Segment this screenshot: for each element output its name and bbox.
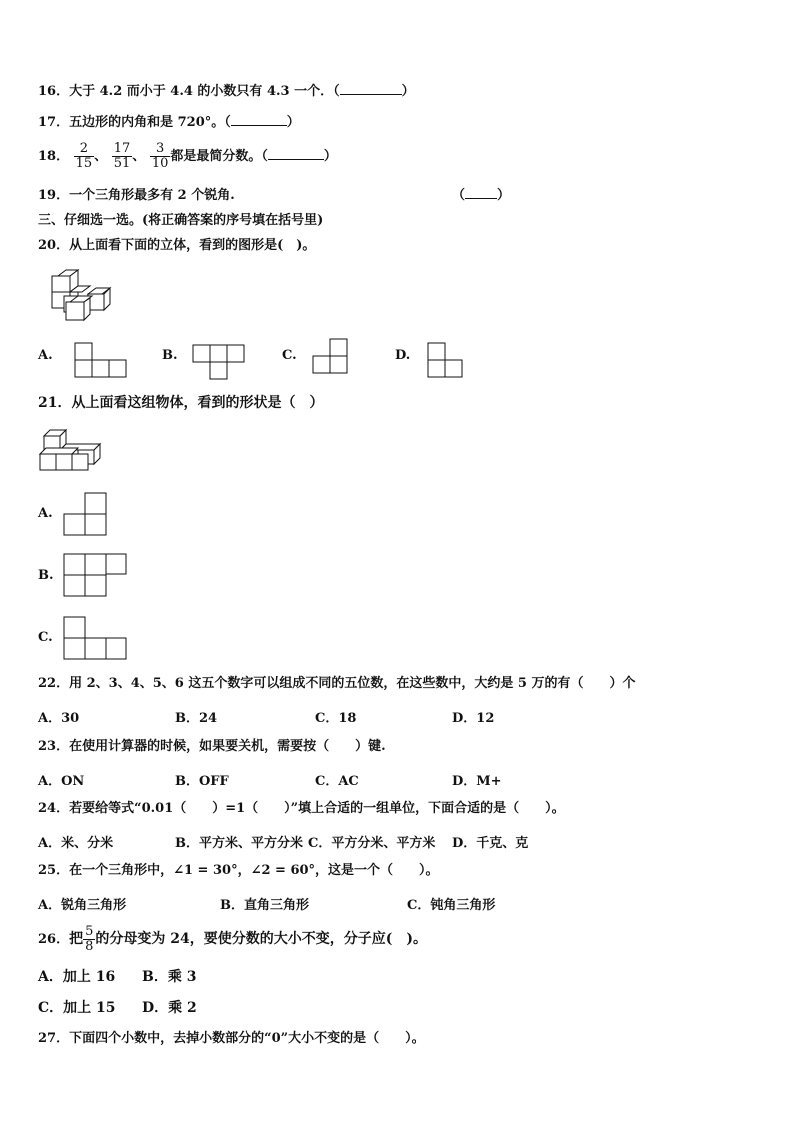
option-b[interactable]: B．乘 3 — [142, 969, 197, 985]
question-number: 21． — [38, 395, 72, 411]
question-text: 在使用计算器的时候，如果要关机，需要按（ ）键. — [69, 739, 386, 754]
option-c-figure — [63, 616, 127, 660]
option-c[interactable]: C. — [282, 348, 297, 363]
question-23 — [38, 739, 386, 755]
option-a[interactable]: A. — [38, 506, 53, 521]
question-number: 25． — [38, 863, 70, 878]
option-d[interactable]: D．12 — [452, 711, 495, 726]
option-b[interactable]: B．平方米、平方分米 — [175, 836, 303, 851]
fraction: $\frac{5}{8}$ — [85, 923, 94, 954]
option-a[interactable]: A．米、分米 — [38, 836, 114, 851]
option-d[interactable]: D．M+ — [452, 774, 502, 789]
question-22 — [38, 676, 635, 692]
answer-blank[interactable] — [340, 94, 402, 95]
question-text: 在一个三角形中，∠1 = 30°，∠2 = 60°，这是一个（ ）。 — [69, 863, 439, 878]
option-b[interactable]: B．OFF — [175, 774, 229, 789]
cube-group-figure — [38, 428, 102, 474]
option-c[interactable]: C．AC — [315, 774, 359, 789]
option-d[interactable]: D．乘 2 — [142, 1000, 197, 1016]
question-number: 26． — [38, 932, 70, 947]
answer-paren-19: （ ） — [452, 188, 511, 203]
option-a[interactable]: A. — [38, 348, 53, 363]
question-26: 26．把 $\frac{5}{8}$ 的分母变为 24，要使分数的大小不变，分子应( )。 — [38, 923, 427, 954]
question-text: 用 2、3、4、5、6 这五个数字可以组成不同的五位数，在这些数中，大约是 5 万的有（ ）个 — [69, 676, 636, 691]
question-text: 都是最简分数。（ — [170, 149, 268, 164]
option-a[interactable]: A．30 — [38, 711, 80, 726]
answer-blank[interactable] — [465, 198, 497, 199]
answer-blank[interactable] — [231, 125, 287, 126]
fraction: $\frac{3}{10}$ — [151, 141, 169, 171]
question-text: 从上面看这组物体，看到的形状是（ ） — [71, 395, 324, 411]
question-27 — [38, 1031, 425, 1047]
question-number: 27． — [38, 1031, 70, 1046]
option-d[interactable]: D. — [395, 348, 411, 363]
option-a[interactable]: A．ON — [38, 774, 85, 789]
question-text: 一个三角形最多有 2 个锐角. — [69, 188, 235, 203]
question-number: 18． — [38, 149, 70, 164]
question-text: 若要给等式“0.01（ ）=1（ ）”填上合适的一组单位，下面合适的是（ ）。 — [69, 801, 565, 816]
option-c-figure — [312, 338, 350, 376]
option-a-figure — [63, 492, 107, 536]
option-d[interactable]: D．千克、克 — [452, 836, 529, 851]
answer-blank[interactable] — [268, 159, 324, 160]
option-d-figure — [427, 342, 465, 380]
question-19 — [38, 188, 235, 204]
question-17: 17．五边形的内角和是 720°。（ ） — [38, 115, 300, 130]
question-text: 的分母变为 24，要使分数的大小不变，分子应( )。 — [95, 931, 427, 947]
question-16: 16．大于 4.2 而小于 4.4 的小数只有 4.3 一个．（ ） — [38, 84, 415, 99]
question-text: 大于 4.2 而小于 4.4 的小数只有 4.3 一个．（ — [69, 84, 340, 99]
option-b[interactable]: B．直角三角形 — [220, 898, 309, 913]
option-b-figure — [63, 553, 127, 597]
question-number: 22． — [38, 676, 70, 691]
question-text: 从上面看下面的立体，看到的图形是( )。 — [69, 238, 316, 253]
question-21 — [38, 395, 323, 411]
option-c[interactable]: C．钝角三角形 — [407, 898, 496, 913]
option-a-figure — [74, 342, 128, 378]
option-c[interactable]: C．18 — [315, 711, 357, 726]
question-number: 23． — [38, 739, 70, 754]
option-a[interactable]: A．锐角三角形 — [38, 898, 127, 913]
question-number: 19． — [38, 188, 70, 203]
question-text: 五边形的内角和是 720°。（ — [69, 115, 231, 130]
question-20 — [38, 238, 315, 254]
option-b[interactable]: B. — [38, 568, 54, 583]
question-number: 20． — [38, 238, 70, 253]
option-b[interactable]: B．24 — [175, 711, 218, 726]
cube-stack-figure — [48, 268, 118, 323]
question-number: 24． — [38, 801, 70, 816]
question-number: 16． — [38, 84, 70, 99]
question-18: 18． $\frac{2}{15}$ 、 $\frac{17}{51}$ 、 $\frac{3}{10}$ 都是最简分数。（ ） — [38, 141, 337, 171]
fraction: $\frac{17}{51}$ — [113, 141, 131, 171]
option-a[interactable]: A．加上 16 — [38, 969, 116, 985]
question-24 — [38, 801, 565, 817]
section-heading: 三、仔细选一选。(将正确答案的序号填在括号里) — [38, 213, 324, 228]
question-25 — [38, 863, 439, 879]
option-c[interactable]: C. — [38, 630, 53, 645]
option-c[interactable]: C．加上 15 — [38, 1000, 116, 1016]
option-c[interactable]: C．平方分米、平方米 — [308, 836, 436, 851]
question-text: 下面四个小数中，去掉小数部分的“0”大小不变的是（ ）。 — [69, 1031, 425, 1046]
option-b-figure — [192, 344, 246, 380]
fraction: $\frac{2}{15}$ — [75, 141, 93, 171]
option-b[interactable]: B. — [162, 348, 178, 363]
question-number: 17． — [38, 115, 70, 130]
